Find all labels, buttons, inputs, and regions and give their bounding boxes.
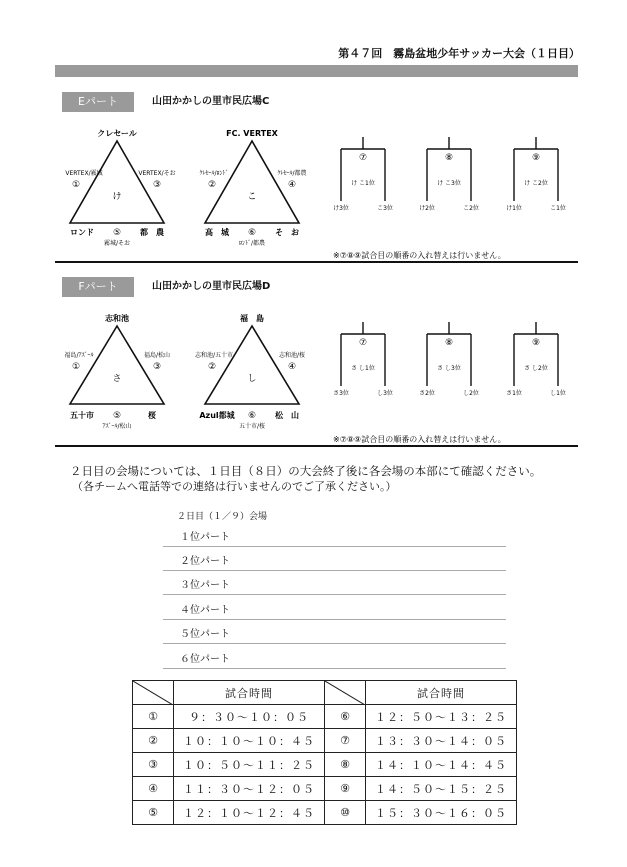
day2-part-label: ４位パート bbox=[180, 605, 230, 616]
side-right-label: 志和池/桜 bbox=[278, 352, 306, 359]
side-left-label: 福島/ｱｽﾞｰﾙ bbox=[64, 352, 94, 359]
day2-part-row bbox=[163, 546, 506, 571]
bracket-left: け1位 bbox=[506, 205, 522, 212]
bracket-center: さ し2位 bbox=[524, 365, 548, 372]
day2-part-label: １位パート bbox=[180, 532, 230, 543]
match-num: ① bbox=[71, 180, 81, 190]
bracket-left: さ2位 bbox=[419, 390, 435, 397]
bracket-right: こ3位 bbox=[377, 205, 393, 212]
team-left: Azul都城 bbox=[199, 411, 235, 420]
match-num: ② bbox=[207, 362, 217, 372]
match-time: １０：５０～１１：２５ bbox=[174, 753, 325, 777]
part-f-label: Fパート bbox=[62, 277, 134, 297]
bracket-num: ⑧ bbox=[444, 338, 454, 348]
match-num: ⑤ bbox=[112, 228, 122, 238]
match-time: １０：１０～１０：４５ bbox=[174, 729, 325, 753]
team-right: そ お bbox=[275, 228, 299, 237]
match-num: ⑦ bbox=[325, 729, 366, 753]
side-left-label: 志和池/五十市 bbox=[194, 352, 234, 359]
section-divider bbox=[55, 445, 578, 447]
diagonal-cell bbox=[133, 681, 174, 705]
table-row bbox=[133, 729, 517, 753]
match-num: ④ bbox=[133, 777, 174, 801]
match-num: ⑥ bbox=[247, 228, 257, 238]
match-time: １３：３０～１４：０５ bbox=[366, 729, 517, 753]
bracket-center: さ し3位 bbox=[437, 365, 461, 372]
swap-note: ※⑦⑧⑨試合目の順番の入れ替えは行いません。 bbox=[333, 251, 506, 260]
header-bar bbox=[55, 65, 578, 77]
day2-part-label: ６位パート bbox=[180, 654, 230, 665]
group-name: さ bbox=[112, 374, 122, 384]
header-time: 試合時間 bbox=[174, 681, 325, 705]
match-num: ① bbox=[133, 705, 174, 729]
side-bottom-label: 霧城/そお bbox=[103, 240, 131, 247]
table-header-row bbox=[133, 681, 517, 705]
match-num: ⑥ bbox=[247, 411, 257, 421]
match-num: ② bbox=[207, 180, 217, 190]
day2-part-label: ２位パート bbox=[180, 556, 230, 567]
match-num: ⑥ bbox=[325, 705, 366, 729]
team-right: 都 農 bbox=[140, 228, 164, 237]
match-time: １２：５０～１３：２５ bbox=[366, 705, 517, 729]
team-top: 志和池 bbox=[105, 314, 129, 323]
part-e-venue: 山田かかしの里市民広場C bbox=[152, 96, 270, 107]
group-name: け bbox=[112, 192, 122, 202]
side-bottom-label: ｱｽﾞｰﾙ/松山 bbox=[102, 423, 132, 430]
team-top: クレセール bbox=[97, 129, 137, 138]
table-row bbox=[133, 777, 517, 801]
match-time: １５：３０～１６：０５ bbox=[366, 801, 517, 825]
day2-part-row bbox=[163, 644, 506, 669]
table-row bbox=[133, 801, 517, 825]
match-num: ⑨ bbox=[325, 777, 366, 801]
team-left: ロンド bbox=[70, 228, 94, 237]
match-time: １１：３０～１２：０５ bbox=[174, 777, 325, 801]
bracket-center: け こ1位 bbox=[351, 180, 375, 187]
bracket-lines bbox=[341, 322, 558, 386]
part-e-label: Eパート bbox=[62, 92, 134, 112]
bracket-num: ⑦ bbox=[358, 153, 368, 163]
bracket-num: ⑧ bbox=[444, 153, 454, 163]
match-num: ⑩ bbox=[325, 801, 366, 825]
triangle-sa bbox=[70, 326, 164, 404]
bracket-right: し2位 bbox=[463, 390, 479, 397]
match-num: ⑤ bbox=[112, 411, 122, 421]
header-time: 試合時間 bbox=[366, 681, 517, 705]
bracket-num: ⑦ bbox=[358, 338, 368, 348]
diagonal-cell bbox=[325, 681, 366, 705]
bracket-left: さ1位 bbox=[506, 390, 522, 397]
part-f-diagram bbox=[0, 300, 627, 450]
triangle-shi bbox=[205, 326, 299, 404]
team-top: 福 島 bbox=[240, 314, 264, 323]
match-time: １４：１０～１４：４５ bbox=[366, 753, 517, 777]
bracket-lines bbox=[341, 137, 558, 201]
bracket-right: こ2位 bbox=[463, 205, 479, 212]
bracket-center: さ し1位 bbox=[351, 365, 375, 372]
bracket-left: さ3位 bbox=[333, 390, 349, 397]
side-right-label: VERTEX/そお bbox=[138, 170, 176, 177]
match-num: ② bbox=[133, 729, 174, 753]
table-row bbox=[133, 753, 517, 777]
table-row bbox=[133, 705, 517, 729]
side-left-label: ｸﾚｾｰﾙ/ﾛﾝﾄﾞ bbox=[199, 170, 229, 177]
team-top: FC. VERTEX bbox=[226, 129, 278, 138]
page-title: 第４７回 霧島盆地少年サッカー大会（１日目） bbox=[338, 47, 580, 60]
bracket-center: け こ3位 bbox=[437, 180, 461, 187]
bracket-right: こ1位 bbox=[550, 205, 566, 212]
group-name: し bbox=[247, 374, 257, 384]
contact-notice: （各チームへ電話等での連絡は行いませんのでご了承ください。） bbox=[72, 480, 397, 493]
bracket-num: ⑨ bbox=[531, 338, 541, 348]
bracket-left: け3位 bbox=[333, 205, 349, 212]
match-time: １２：１０～１２：４５ bbox=[174, 801, 325, 825]
side-bottom-label: 五十市/桜 bbox=[238, 423, 266, 430]
team-left: 高 城 bbox=[205, 228, 229, 237]
bracket-left: け2位 bbox=[419, 205, 435, 212]
day2-part-row bbox=[163, 595, 506, 620]
day2-part-label: ３位パート bbox=[180, 580, 230, 591]
group-name: こ bbox=[247, 192, 257, 202]
swap-note: ※⑦⑧⑨試合目の順番の入れ替えは行いません。 bbox=[333, 435, 506, 444]
match-num: ③ bbox=[152, 362, 162, 372]
day2-part-row bbox=[163, 619, 506, 644]
match-time: ９：３０～１０：０５ bbox=[174, 705, 325, 729]
bracket-num: ⑨ bbox=[531, 153, 541, 163]
side-bottom-label: ﾛﾝﾄﾞ/都農 bbox=[238, 240, 266, 247]
team-left: 五十市 bbox=[70, 411, 94, 420]
match-time: １４：５０～１５：２５ bbox=[366, 777, 517, 801]
day2-part-row bbox=[163, 570, 506, 595]
team-right: 松 山 bbox=[275, 411, 299, 420]
side-left-label: VERTEX/霧城 bbox=[65, 170, 103, 177]
side-right-label: ｸﾚｾｰﾙ/都農 bbox=[277, 170, 307, 177]
venue-notice: ２日目の会場については、１日目（８日）の大会終了後に各会場の本部にて確認ください。 bbox=[70, 464, 542, 478]
bracket-right: し1位 bbox=[550, 390, 566, 397]
part-f-venue: 山田かかしの里市民広場D bbox=[152, 281, 271, 292]
match-num: ⑤ bbox=[133, 801, 174, 825]
day2-part-row bbox=[163, 522, 506, 547]
match-num: ⑧ bbox=[325, 753, 366, 777]
match-num: ③ bbox=[152, 180, 162, 190]
triangle-ke bbox=[70, 141, 164, 223]
match-num: ④ bbox=[287, 180, 297, 190]
day2-part-label: ５位パート bbox=[180, 629, 230, 640]
match-num: ① bbox=[71, 362, 81, 372]
day2-heading: ２日目（１／９）会場 bbox=[177, 512, 268, 522]
match-num: ③ bbox=[133, 753, 174, 777]
side-right-label: 福島/松山 bbox=[143, 352, 171, 359]
bracket-right: し3位 bbox=[377, 390, 393, 397]
match-num: ④ bbox=[287, 362, 297, 372]
section-divider bbox=[55, 261, 578, 263]
part-e-diagram bbox=[0, 115, 627, 265]
team-right: 桜 bbox=[148, 411, 156, 420]
triangle-ko bbox=[205, 141, 299, 223]
schedule-table bbox=[132, 680, 517, 825]
bracket-center: け こ2位 bbox=[524, 180, 548, 187]
